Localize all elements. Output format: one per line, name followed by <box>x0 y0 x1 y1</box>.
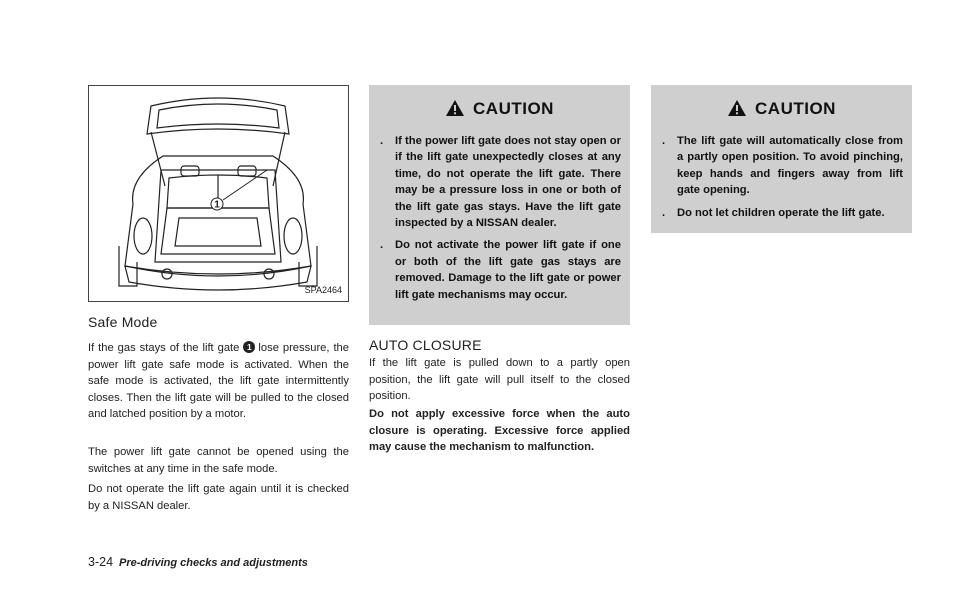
bullet: . <box>380 239 384 252</box>
page-footer <box>88 555 308 569</box>
caution-box-power-lift-gate <box>369 85 630 325</box>
caution-list <box>651 133 912 221</box>
caution-item <box>369 237 630 303</box>
heading-safe-mode: Safe Mode <box>88 314 158 330</box>
figure-lift-gate <box>88 85 349 302</box>
caution-header <box>369 98 630 120</box>
safe-mode-p1-before: If the gas stays of the lift gate <box>88 342 240 354</box>
safe-mode-p1-after: lose pressure, the power lift gate safe mode is activated. When the safe mode is activated, the lift gate intermittently closes. Then the lift gate will be pulled to the closed and latched position by a motor. <box>88 342 349 421</box>
caution-item-text: Do not let children operate the lift gate. <box>677 206 885 219</box>
bullet: . <box>662 206 666 219</box>
page-number: 3-24 <box>88 555 114 569</box>
figure-callout: 1 <box>214 199 220 211</box>
warning-triangle-icon <box>445 99 465 123</box>
caution-box-auto-close <box>651 85 912 233</box>
section-title: Pre-driving checks and adjustments <box>119 557 308 569</box>
caution-item <box>651 133 912 199</box>
auto-closure-paragraph-2: Do not apply excessive force when the auto closure is operating. Excessive force applied may cause the mechanism to malfunction. <box>369 408 630 454</box>
caution-title: CAUTION <box>755 99 836 118</box>
caution-header <box>651 98 912 120</box>
heading-auto-closure: AUTO CLOSURE <box>369 337 482 353</box>
caution-item-text: Do not activate the power lift gate if one or both of the lift gate gas stays are removed. Damage to the lift gate or power lift gate mechanisms may occur. <box>395 239 621 301</box>
warning-triangle-icon <box>727 99 747 123</box>
bullet: . <box>662 135 666 147</box>
safe-mode-paragraph-3: Do not operate the lift gate again until it is checked by a NISSAN dealer. <box>88 483 349 512</box>
safe-mode-paragraph-1 <box>88 340 349 423</box>
caution-list <box>369 133 630 303</box>
safe-mode-paragraph-2: The power lift gate cannot be opened using the switches at any time in the safe mode. <box>88 446 349 475</box>
bullet: . <box>380 135 384 147</box>
caution-item <box>651 205 912 221</box>
caution-title: CAUTION <box>473 99 554 118</box>
callout-1-icon: 1 <box>243 341 255 353</box>
caution-item-text: If the power lift gate does not stay open or if the lift gate unexpectedly closes at any time, do not operate the lift gate. There may be a pressure loss in one or both of the lift gate gas stays. Have the lift gate inspected by a NISSAN dealer. <box>395 135 621 230</box>
car-rear-illustration <box>89 86 348 301</box>
caution-item <box>369 133 630 231</box>
figure-code: SPA2464 <box>304 285 342 295</box>
auto-closure-paragraph-1: If the lift gate is pulled down to a partly open position, the lift gate will pull itself to the closed position. <box>369 357 630 403</box>
caution-item-text: The lift gate will automatically close from a partly open position. To avoid pinching, keep hands and fingers away from lift gate opening. <box>677 135 903 197</box>
